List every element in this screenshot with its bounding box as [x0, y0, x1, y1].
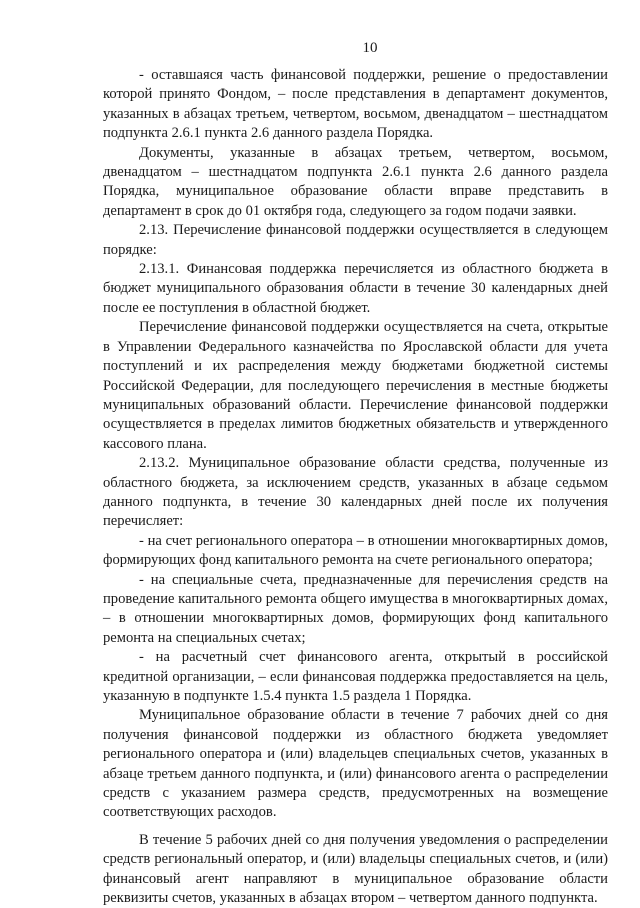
- page-number: 10: [362, 40, 378, 56]
- document-body: [103, 66, 608, 908]
- paragraph: - оставшаяся часть финансовой поддержки, решение о предоставлении которой принято Фондом, – после представления в департамент документов, указанных в абзацах третьем, четвертом, восьмом, двенадцатом – шестнадцатом подпункта 2.6.1 пункта 2.6 данного раздела Порядка.: [103, 67, 608, 142]
- paragraph: Документы, указанные в абзацах третьем, четвертом, восьмом, двенадцатом – шестнадцатом подпункта 2.6.1 пункта 2.6 данного раздела Порядка, муниципальное образование области вправе представить в департамент в срок до 01 октября года, следующего за годом подачи заявки.: [103, 144, 608, 219]
- paragraph: - на счет регионального оператора – в отношении многоквартирных домов, формирующих фонд капитального ремонта на счете регионального оператора;: [103, 532, 608, 569]
- paragraph: 2.13.1. Финансовая поддержка перечисляется из областного бюджета в бюджет муниципального образования области в течение 30 календарных дней после ее поступления в областной бюджет.: [103, 261, 608, 316]
- paragraph: - на специальные счета, предназначенные для перечисления средств на проведение капитального ремонта общего имущества в многоквартирных домах, – в отношении многоквартирных домов, формирующих фонд капитального ремонта на специальных счетах;: [103, 571, 608, 646]
- paragraph: 2.13.2. Муниципальное образование области средства, полученные из областного бюджета, за исключением средств, указанных в абзаце седьмом данного подпункта, в течение 30 календарных дней после их получения перечисляет:: [103, 455, 608, 530]
- paragraph: 2.13. Перечисление финансовой поддержки осуществляется в следующем порядке:: [103, 222, 608, 258]
- paragraph: В течение 5 рабочих дней со дня получения уведомления о распределении средств региональный оператор, и (или) владельцы специальных счетов, и (или) финансовый агент направляют в муниципальное образование области реквизиты счетов, указанных в абзацах втором – четвертом данного подпункта.: [103, 831, 608, 907]
- paragraph: - на расчетный счет финансового агента, открытый в российской кредитной организации, – если финансовая поддержка предоставляется на цель, указанную в подпункте 1.5.4 пункта 1.5 раздела 1 Порядка.: [103, 649, 608, 704]
- paragraph: Муниципальное образование области в течение 7 рабочих дней со дня получения финансовой поддержки из областного бюджета уведомляет регионального оператора и (или) владельцев специальных счетов, указанных в абзаце третьем данного подпункта, и (или) финансового агента о распределении средств с указанием размера средств, предусмотренных на возмещение соответствующих расходов.: [103, 707, 608, 821]
- paragraph: Перечисление финансовой поддержки осуществляется на счета, открытые в Управлении Федерального казначейства по Ярославской области для учета поступлений и их распределения между бюджетами бюджетной системы Российской Федерации, для последующего перечисления в местные бюджеты муниципальных образований области. Перечисление финансовой поддержки осуществляется в пределах лимитов бюджетных обязательств и утвержденного кассового плана.: [103, 319, 608, 452]
